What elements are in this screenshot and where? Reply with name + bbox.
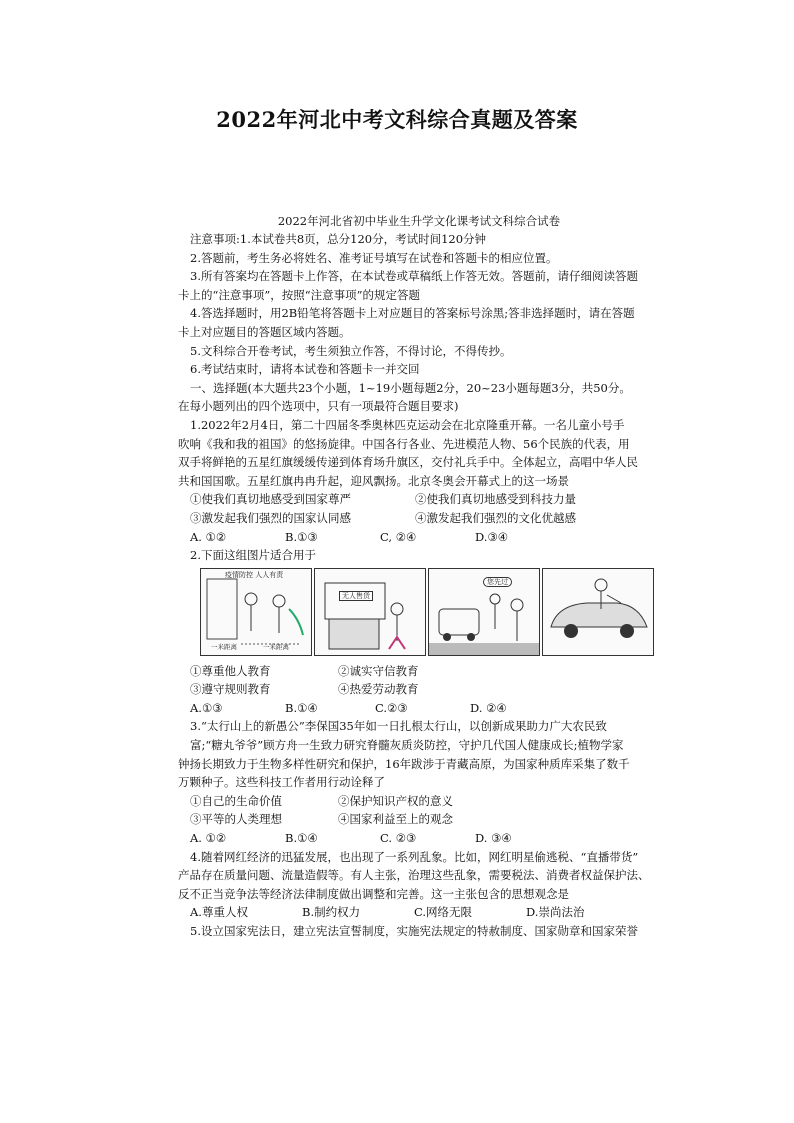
q4-stem: 反不正当竞争法等经济法律制度做出调整和完善。这一主张包含的思想观念是 — [178, 886, 569, 901]
q5-stem: 5.设立国家宪法日，建立宪法宣誓制度，实施宪法规定的特赦制度、国家勋章和国家荣誉 — [190, 924, 638, 938]
note-line: 5.文科综合开卷考试，考生须独立作答，不得讨论，不得传抄。 — [190, 343, 512, 358]
q3-stem: 钟扬长期致力于生物多样性研究和保护，16年跋涉于青藏高原，为国家种质库采集了数千 — [178, 756, 630, 771]
choice-b: B.①③ — [285, 529, 318, 544]
q1-choices — [190, 528, 660, 547]
q1-item: ①使我们真切地感受到国家尊严 — [190, 492, 351, 507]
choice-d: D.崇尚法治 — [526, 905, 585, 920]
q3-stem: 万颗种子。这些科技工作者用行动诠释了 — [178, 775, 385, 790]
note-line: 卡上对应题目的答题区域内答题。 — [178, 324, 351, 339]
q4-stem: 4.随着网红经济的迅猛发展，也出现了一系列乱象。比如，网红明星偷逃税、“直播带货” — [190, 849, 639, 864]
q1-items — [190, 490, 660, 509]
panel-caption: 疫情防控 人人有责 — [225, 570, 284, 579]
section-header: 一、选择题(本大题共23个小题，1~19小题每题2分，20~23小题每题3分，共50分。 — [190, 380, 631, 395]
q2-figure — [200, 568, 660, 658]
q4-choices — [190, 903, 660, 922]
comic-panel-self-service — [314, 568, 426, 656]
shop-illustration — [315, 569, 425, 655]
q1-item: ②使我们真切地感受到科技力量 — [415, 492, 576, 507]
q2-item: ③遵守规则教育 — [190, 682, 271, 697]
q1-stem: 双手将鲜艳的五星红旗缓缓传递到体育场升旗区，交付礼兵手中。全体起立，高唱中华人民 — [178, 455, 638, 470]
q3-items — [190, 792, 660, 811]
q1-stem: 吹响《我和我的祖国》的悠扬旋律。中国各行各业、先进模范人物、56个民族的代表，用 — [178, 436, 630, 451]
note-line: 3.所有答案均在答题卡上作答，在本试卷或草稿纸上作答无效。答题前，请仔细阅读答题 — [190, 269, 638, 284]
choice-d: D. ③④ — [475, 831, 512, 846]
exam-content — [178, 212, 660, 941]
choice-c: C, ②④ — [380, 529, 417, 544]
q2-item: ②诚实守信教育 — [338, 663, 419, 678]
q1-item: ④激发起我们强烈的文化优越感 — [415, 510, 576, 525]
choice-c: C.②③ — [375, 700, 408, 715]
choice-a: A. ①② — [190, 831, 227, 846]
q1-stem: 1.2022年2月4日，第二十四届冬季奥林匹克运动会在北京隆重开幕。一名儿童小号手 — [190, 417, 625, 432]
choice-d: D. ②④ — [470, 700, 507, 715]
comic-panel-distance — [200, 568, 312, 656]
q3-items — [190, 810, 660, 829]
note-line: 6.考试结束时，请将本试卷和答题卡一并交回 — [190, 362, 420, 377]
panel-caption: 无人售货 — [339, 591, 373, 601]
choice-c: C.网络无限 — [414, 905, 473, 920]
choice-c: C. ②③ — [380, 831, 417, 846]
car-illustration — [543, 569, 653, 655]
q2-choices — [190, 699, 660, 718]
q3-item: ①自己的生命价值 — [190, 793, 282, 808]
q3-item: ③平等的人类理想 — [190, 812, 282, 827]
page-title: 2022年河北中考文科综合真题及答案 — [216, 107, 578, 132]
q2-item: ④热爱劳动教育 — [338, 682, 419, 697]
exam-subtitle: 2022年河北省初中毕业生升学文化课考试文科综合试卷 — [277, 214, 561, 228]
choice-d: D.③④ — [475, 529, 509, 544]
choice-a: A. ①② — [190, 529, 227, 544]
q2-items — [190, 662, 660, 681]
choice-b: B.制约权力 — [302, 905, 361, 920]
section-header: 在每小题列出的四个选项中，只有一项最符合题目要求) — [178, 399, 459, 414]
q4-stem: 产品存在质量问题、流量造假等。有人主张，治理这些乱象，需要税法、消费者权益保护法、 — [178, 868, 650, 883]
q2-stem: 2.下面这组图片适合用于 — [190, 548, 316, 563]
note-line: 卡上的“注意事项”，按照“注意事项”的规定答题 — [178, 287, 421, 302]
q3-stem: 3.“太行山上的新愚公”李保国35年如一日扎根太行山，以创新成果助力广大农民致 — [190, 719, 607, 734]
note-line: 4.答选择题时，用2B铅笔将答题卡上对应题目的答案标号涂黑;答非选择题时，请在答题 — [190, 306, 635, 321]
choice-b: B.①④ — [285, 700, 318, 715]
panel-caption: 一米距离 — [263, 642, 289, 651]
q3-item: ②保护知识产权的意义 — [338, 793, 453, 808]
q2-item: ①尊重他人教育 — [190, 663, 271, 678]
panel-caption: 您先过 — [483, 577, 512, 587]
q1-item: ③激发起我们强烈的国家认同感 — [190, 510, 351, 525]
q3-stem: 富;“糖丸爷爷”顾方舟一生致力研究脊髓灰质炎防控，守护几代国人健康成长;植物学家 — [190, 738, 624, 753]
q2-items — [190, 680, 660, 699]
comic-panel-crossing — [428, 568, 540, 656]
choice-a: A.①③ — [190, 700, 223, 715]
q1-stem: 共和国国歌。五星红旗冉冉升起，迎风飘扬。北京冬奥会开幕式上的这一场景 — [178, 473, 569, 488]
note-line: 注意事项:1.本试卷共8页，总分120分，考试时间120分钟 — [190, 232, 487, 246]
choice-a: A.尊重人权 — [190, 905, 248, 920]
comic-panel-car-wash — [542, 568, 654, 656]
choice-b: B.①④ — [285, 831, 318, 846]
note-line: 2.答题前，考生务必将姓名、准考证号填写在试卷和答题卡的相应位置。 — [190, 250, 558, 265]
panel-caption: 一米距离 — [211, 642, 237, 651]
q1-items — [190, 509, 660, 528]
q3-choices — [190, 829, 660, 848]
q3-item: ④国家利益至上的观念 — [338, 812, 453, 827]
